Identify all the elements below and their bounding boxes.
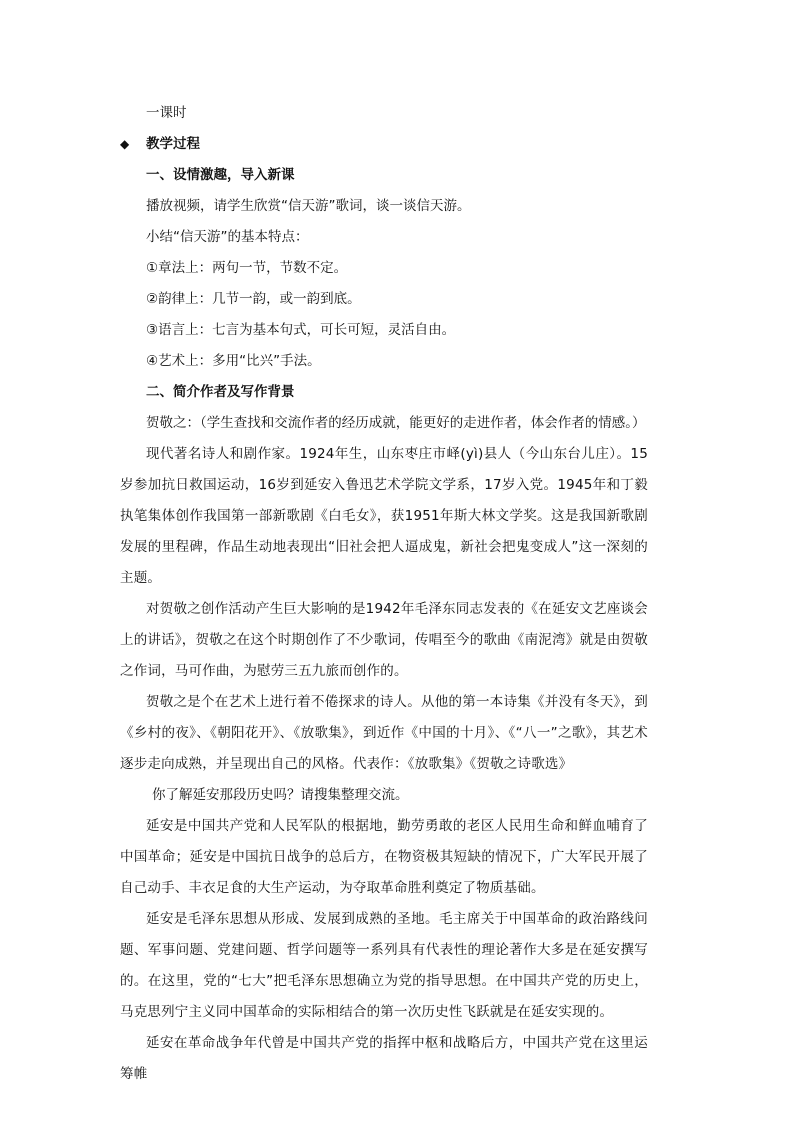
author-bio-paragraph: 贺敬之是个在艺术上进行着不倦探求的诗人。从他的第一本诗集《并没有冬天》，到《乡村的夜》、《朝阳花开》、《放歌集》，到近作《中国的十月》、《“八一”之歌》，其艺术逐步走向成熟，并呈现出自己的风格。代表作：《放歌集》《贺敬之诗歌选》 [120,694,648,772]
part2-heading: 二、简介作者及写作背景 [146,384,295,400]
yanan-paragraph: 延安在革命战争年代曾是中国共产党的指挥中枢和战略后方，中国共产党在这里运筹帷 [120,1035,648,1082]
yanan-question: 你了解延安那段历史吗？请搜集整理交流。 [152,787,409,803]
part1-intro: 播放视频，请学生欣赏“信天游”歌词，谈一谈信天游。 [146,198,471,214]
feature-point: ④艺术上：多用“比兴”手法。 [146,353,321,369]
feature-point: ③语言上：七言为基本句式，可长可短，灵活自由。 [146,322,456,338]
section-title: 教学过程 [146,136,200,152]
feature-point: ①章法上：两句一节，节数不定。 [146,260,348,276]
document-body [120,98,648,1090]
diamond-bullet-icon: ◆ [120,137,130,151]
author-prompt: 贺敬之：（学生查找和交流作者的经历成就，能更好的走进作者，体会作者的情感。） [146,415,646,431]
yanan-paragraph: 延安是中国共产党和人民军队的根据地，勤劳勇敢的老区人民用生命和鲜血哺育了中国革命；延安是中国抗日战争的总后方，在物资极其短缺的情况下，广大军民开展了自己动手、丰衣足食的大生产运动，为夺取革命胜利奠定了物质基础。 [120,818,648,896]
yanan-paragraph: 延安是毛泽东思想从形成、发展到成熟的圣地。毛主席关于中国革命的政治路线问题、军事问题、党建问题、哲学问题等一系列具有代表性的理论著作大多是在延安撰写的。在这里，党的“七大”把毛泽东思想确立为党的指导思想。在中国共产党的历史上，马克思列宁主义同中国革命的实际相结合的第一次历史性飞跃就是在延安实现的。 [120,911,648,1020]
feature-point: ②韵律上：几节一韵，或一韵到底。 [146,291,361,307]
section-heading [120,129,648,160]
lesson-time: 一课时 [146,105,187,121]
author-bio-paragraph: 对贺敬之创作活动产生巨大影响的是1942年毛泽东同志发表的《在延安文艺座谈会上的讲话》，贺敬之在这个时期创作了不少歌词，传唱至今的歌曲《南泥湾》就是由贺敬之作词，马可作曲，为慰劳三五九旅而创作的。 [120,601,648,679]
part1-heading: 一、设情激趣，导入新课 [146,167,295,183]
author-bio-paragraph: 现代著名诗人和剧作家。1924年生，山东枣庄市峄(yì)县人（今山东台儿庄）。15岁参加抗日救国运动，16岁到延安入鲁迅艺术学院文学系，17岁入党。1945年和丁毅执笔集体创作我国第一部新歌剧《白毛女》，获1951年斯大林文学奖。这是我国新歌剧发展的里程碑，作品生动地表现出“旧社会把人逼成鬼，新社会把鬼变成人”这一深刻的主题。 [120,446,648,586]
part1-summary: 小结“信天游”的基本特点： [146,229,309,245]
